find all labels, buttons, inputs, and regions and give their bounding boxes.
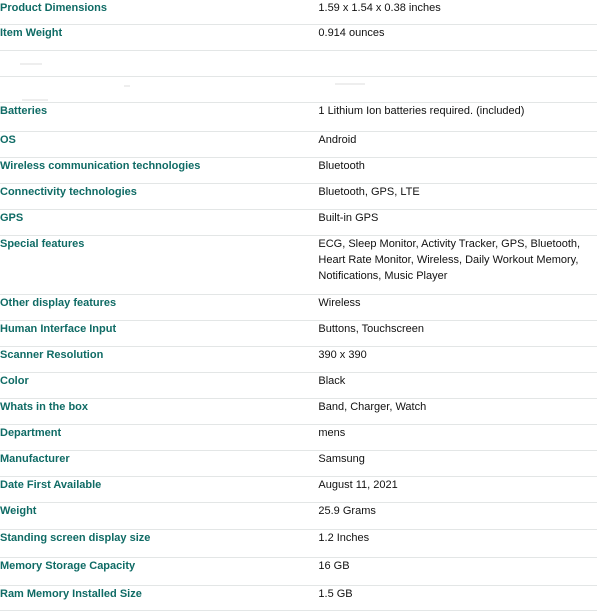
blank-row <box>0 76 597 102</box>
faded-mark <box>22 99 48 101</box>
spec-value: Bluetooth <box>318 157 597 183</box>
spec-label: Color <box>0 372 318 398</box>
spec-label: Memory Storage Capacity <box>0 557 318 585</box>
spec-value: Wireless <box>318 294 597 320</box>
spec-label: Weight <box>0 502 318 529</box>
spec-value: Samsung <box>318 450 597 476</box>
spec-value: mens <box>318 424 597 450</box>
spec-label: Product Dimensions <box>0 0 318 24</box>
spec-row-screen-display-size <box>0 529 597 557</box>
spec-value: 1.59 x 1.54 x 0.38 inches <box>318 0 597 24</box>
spec-value: 0.914 ounces <box>318 24 597 50</box>
spec-label: Manufacturer <box>0 450 318 476</box>
spec-label: Wireless communication technologies <box>0 157 318 183</box>
spec-value: Bluetooth, GPS, LTE <box>318 183 597 209</box>
spec-label: Connectivity technologies <box>0 183 318 209</box>
blank-row <box>0 50 597 76</box>
spec-row-other-display-features <box>0 294 597 320</box>
spec-label: GPS <box>0 209 318 235</box>
spec-label: Department <box>0 424 318 450</box>
spec-value: 390 x 390 <box>318 346 597 372</box>
spec-label: Scanner Resolution <box>0 346 318 372</box>
spec-label: Ram Memory Installed Size <box>0 585 318 610</box>
spec-row-weight <box>0 502 597 529</box>
spec-label: Standing screen display size <box>0 529 318 557</box>
spec-row-scanner-resolution <box>0 346 597 372</box>
spec-label: Whats in the box <box>0 398 318 424</box>
faded-mark <box>20 63 42 65</box>
spec-label: Batteries <box>0 102 318 131</box>
spec-value: 1.2 Inches <box>318 529 597 557</box>
spec-row-os <box>0 131 597 157</box>
spec-value: Band, Charger, Watch <box>318 398 597 424</box>
spec-value: Built-in GPS <box>318 209 597 235</box>
spec-value: Buttons, Touchscreen <box>318 320 597 346</box>
spec-value: August 11, 2021 <box>318 476 597 502</box>
spec-row-manufacturer <box>0 450 597 476</box>
spec-row-batteries <box>0 102 597 131</box>
faded-mark <box>124 85 130 87</box>
spec-row-whats-in-the-box <box>0 398 597 424</box>
spec-value: ECG, Sleep Monitor, Activity Tracker, GPS, Bluetooth, Heart Rate Monitor, Wireless, Daily Workout Memory, Notifications, Music Player <box>318 235 597 294</box>
spec-row-human-interface-input <box>0 320 597 346</box>
spec-value: 1 Lithium Ion batteries required. (included) <box>318 102 597 131</box>
spec-label: Other display features <box>0 294 318 320</box>
spec-row-ram-memory-installed-size <box>0 585 597 610</box>
spec-row-special-features <box>0 235 597 294</box>
spec-row-gps <box>0 209 597 235</box>
spec-value: 16 GB <box>318 557 597 585</box>
blank-cell <box>318 50 597 76</box>
spec-value: 1.5 GB <box>318 585 597 610</box>
spec-label: Item Weight <box>0 24 318 50</box>
spec-label: Special features <box>0 235 318 294</box>
spec-label: OS <box>0 131 318 157</box>
blank-cell <box>0 76 318 102</box>
spec-row-wireless-communication <box>0 157 597 183</box>
blank-cell <box>0 50 318 76</box>
spec-row-connectivity <box>0 183 597 209</box>
spec-row-department <box>0 424 597 450</box>
spec-value: Android <box>318 131 597 157</box>
spec-row-date-first-available <box>0 476 597 502</box>
blank-cell <box>318 76 597 102</box>
spec-label: Date First Available <box>0 476 318 502</box>
spec-value: 25.9 Grams <box>318 502 597 529</box>
faded-mark <box>335 83 365 85</box>
spec-row-item-weight <box>0 24 597 50</box>
spec-label: Human Interface Input <box>0 320 318 346</box>
spec-value: Black <box>318 372 597 398</box>
spec-row-color <box>0 372 597 398</box>
spec-row-memory-storage-capacity <box>0 557 597 585</box>
spec-row-product-dimensions <box>0 0 597 24</box>
